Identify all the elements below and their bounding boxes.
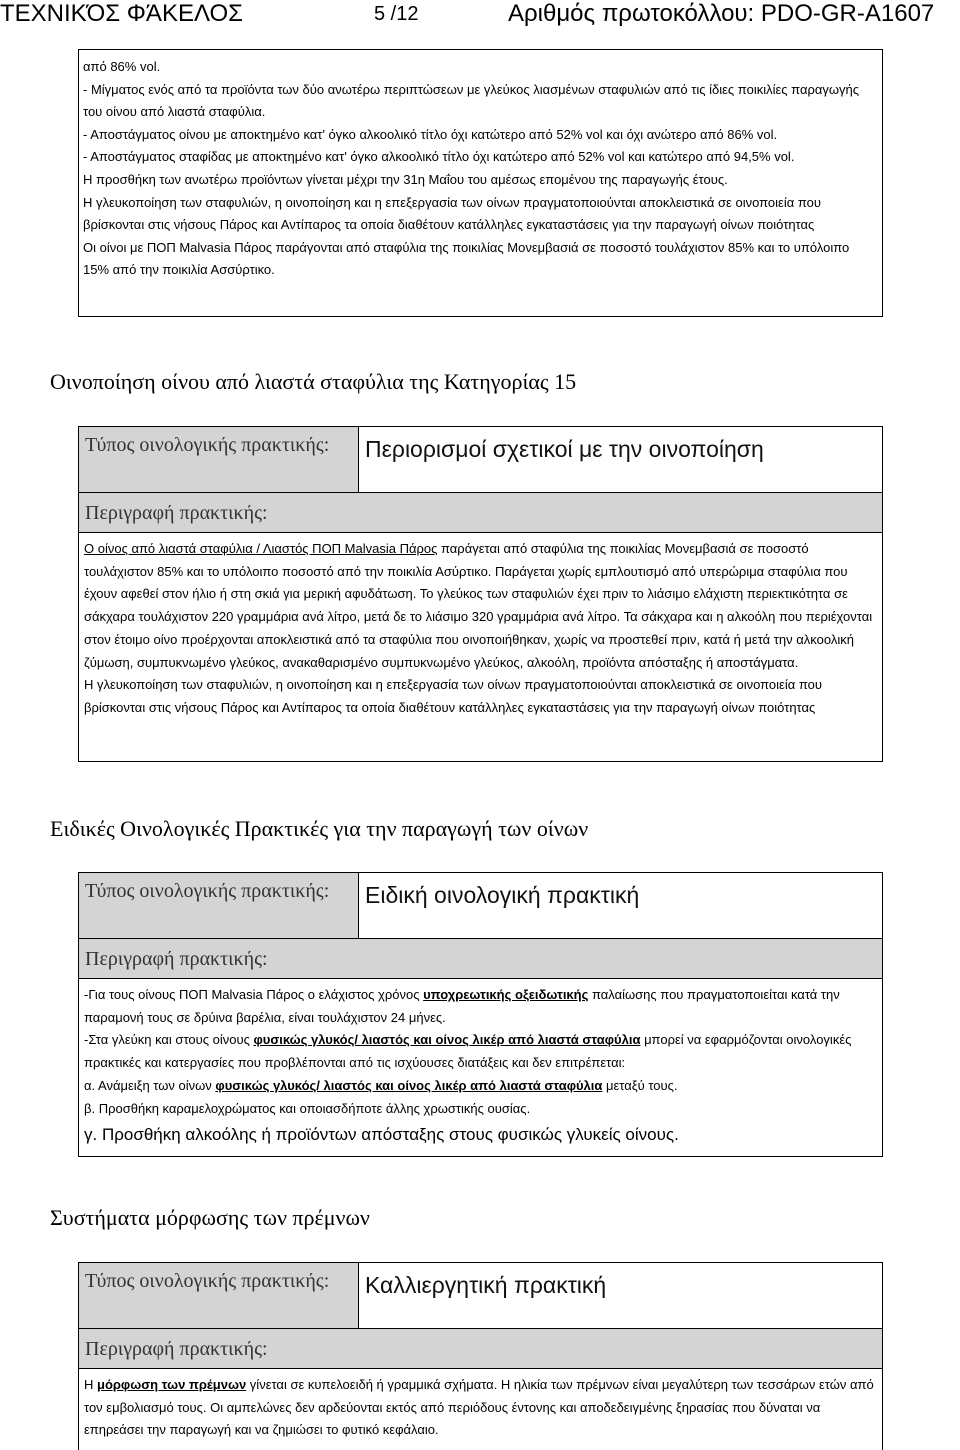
practice-type-row	[79, 1263, 882, 1329]
description-line	[84, 1029, 874, 1074]
text-emphasis: φυσικώς γλυκός/ λιαστός και οίνος λικέρ από λιαστά σταφύλια	[253, 1032, 641, 1048]
practice-table-special	[78, 872, 883, 1157]
intro-continuation-box	[78, 49, 883, 317]
intro-line: Οι οίνοι με ΠΟΠ Malvasia Πάρος παράγονται από σταφύλια της ποικιλίας Μονεμβασιά σε ποσοστό τουλάχιστον 85% και το υπόλοιπο 15% από την ποικιλία Ασσύρτικο.	[83, 239, 850, 278]
wine-name-underlined: Ο οίνος από λιαστά σταφύλια / Λιαστός ΠΟΠ Malvasia Πάρος	[84, 541, 438, 556]
practice-description-body	[79, 979, 882, 1152]
description-text: παράγεται από σταφύλια της ποικιλίας Μονεμβασιά σε ποσοστό τουλάχιστον 85% και το υπόλοιπο ποσοστό από την ποικιλία Ασύρτικο. Παράγεται χωρίς εμπλουτισμό από υπερώριμα σταφύλια που έχουν αφεθεί στον ήλιο ή στη σκιά για μερική αφυδάτωση. Το γλεύκος των σταφυλιών έχει πριν το λιάσιμο ελάχιστη περιεκτικότητα σε σάκχαρα τουλάχιστον 220 γραμμάρια ανά λίτρο, μετά δε το λιάσιμο 320 γραμμάρια ανά λίτρο. Τα σάκχαρα και η αλκοόλη που περιέχονται στον έτοιμο οίνο προέρχονται αποκλειστικά από τα σταφύλια που οινοποιήθηκαν, χωρίς να προστεθεί πριν, κατά ή μετά την αλκοολική ζύμωση, συμπυκνωμένο γλεύκος, ανακαθαρισμένο συμπυκνωμένο γλεύκος, αλκοόλη, προϊόντα απόσταξης ή αποστάγματα.	[84, 541, 873, 670]
text-part: μεταξύ τους.	[602, 1077, 678, 1093]
page-header	[0, 0, 960, 30]
text-part: μπορεί να εφαρμόζονται οινολογικές πρακτικές και κατεργασίες που προβλέπονται από τις ισχύουσες διατάξεις και δεν επιτρέπεται:	[84, 1032, 852, 1071]
document-title: ΤΕΧΝΙΚΌΣ ΦΆΚΕΛΟΣ	[0, 0, 243, 27]
text-part: -Για τους οίνους ΠΟΠ Malvasia Πάρος ο ελάχιστος χρόνος	[84, 987, 424, 1002]
description-line	[84, 1075, 874, 1098]
description-line: γ. Προσθήκη αλκοόλης ή προϊόντων απόσταξης στους φυσικώς γλυκείς οίνους.	[84, 1125, 679, 1145]
description-paragraph: Η γλευκοποίηση των σταφυλιών, η οινοποίηση και η επεξεργασία των οίνων πραγματοποιούνται αποκλειστικά σε οινοποιεία που βρίσκονται στις νήσους Πάρος και Αντίπαρος τα οποία διαθέτουν κατάλληλες εγκαταστάσεις για την παραγωγή οίνων ποιότητας	[84, 677, 822, 715]
description-line: β. Προσθήκη καραμελοχρώματος και οποιασδήποτε άλλης χρωστικής ουσίας.	[84, 1100, 531, 1116]
section-title-winemaking: Οινοποίηση οίνου από λιαστά σταφύλια της Κατηγορίας 15	[50, 369, 577, 394]
description-paragraph	[84, 1374, 874, 1442]
text-part: γίνεται σε κυπελοειδή ή γραμμικά σχήματα. Η ηλικία των πρέμνων είναι μεγαλύτερη των τεσσάρων ετών από τον εμβολιασμό τους. Οι αμπελώνες δεν αρδεύονται εκτός από περιόδους έντονης και αποδεδειγμένης ξηρασίας που δύναται να επηρεάσει την παραγωγή και να ζημιώσει το φυτικό κεφάλαιο.	[84, 1377, 874, 1438]
intro-line: - Αποστάγματος οίνου με αποκτημένο κατ' όγκο αλκοολικό τίτλο όχι κατώτερο από 52% vol και όχι ανώτερο από 86% vol.	[83, 126, 778, 142]
practice-type-value: Καλλιεργητική πρακτική	[365, 1272, 607, 1298]
practice-table-winemaking	[78, 426, 883, 762]
text-emphasis: υποχρεωτικής οξειδωτικής	[423, 987, 589, 1002]
intro-line: - Μίγματος ενός από τα προϊόντα των δύο ανωτέρω περιπτώσεων με γλεύκος λιασμένων σταφυλιών από τις ίδιες ποικιλίες παραγωγής του οίνου από λιαστά σταφύλια.	[83, 81, 860, 120]
practice-description-label: Περιγραφή πρακτικής:	[79, 1329, 882, 1369]
practice-type-label: Τύπος οινολογικής πρακτικής:	[79, 1263, 359, 1328]
practice-type-value: Περιορισμοί σχετικοί με την οινοποίηση	[365, 436, 764, 462]
text-part: -Στα γλεύκη και στους οίνους	[84, 1032, 254, 1048]
description-line	[84, 984, 874, 1029]
page-number: 5 /12	[374, 3, 419, 25]
intro-line: - Αποστάγματος σταφίδας με αποκτημένο κατ' όγκο αλκοολικό τίτλο όχι κατώτερο από 52% vol και κατώτερο από 94,5% vol.	[83, 149, 795, 165]
section-title-special-practices: Ειδικές Οινολογικές Πρακτικές για την παραγωγή των οίνων	[50, 816, 589, 841]
practice-table-training	[78, 1262, 883, 1450]
text-part: Η	[84, 1377, 97, 1392]
intro-line: Η γλευκοποίηση των σταφυλιών, η οινοποίηση και η επεξεργασία των οίνων πραγματοποιούνται αποκλειστικά σε οινοποιεία που βρίσκονται στις νήσους Πάρος και Αντίπαρος τα οποία διαθέτουν κατάλληλες εγκαταστάσεις για την παραγωγή οίνων ποιότητας	[83, 194, 821, 233]
practice-type-value: Ειδική οινολογική πρακτική	[365, 882, 640, 908]
practice-type-row	[79, 873, 882, 939]
practice-description-body	[79, 533, 882, 724]
text-emphasis: φυσικώς γλυκός/ λιαστός και οίνος λικέρ από λιαστά σταφύλια	[215, 1077, 603, 1093]
section-title-vine-training: Συστήματα μόρφωσης των πρέμνων	[50, 1205, 370, 1230]
text-part: παλαίωσης που πραγματοποιείται κατά την παραμονή τους σε δρύινα βαρέλια, είναι τουλάχιστον 24 μήνες.	[84, 987, 840, 1025]
intro-line: Η προσθήκη των ανωτέρω προϊόντων γίνεται μέχρι την 31η Μαΐου του αμέσως επομένου της παραγωγής έτους.	[83, 171, 728, 187]
text-emphasis: μόρφωση των πρέμνων	[97, 1377, 247, 1392]
text-part: α. Ανάμειξη των οίνων	[84, 1077, 216, 1093]
practice-description-body	[79, 1369, 882, 1446]
practice-type-label: Τύπος οινολογικής πρακτικής:	[79, 873, 359, 938]
practice-description-label: Περιγραφή πρακτικής:	[79, 493, 882, 533]
description-paragraph	[84, 538, 874, 674]
practice-type-row	[79, 427, 882, 493]
practice-type-label: Τύπος οινολογικής πρακτικής:	[79, 427, 359, 492]
intro-line: από 86% vol.	[83, 59, 161, 74]
practice-description-label: Περιγραφή πρακτικής:	[79, 939, 882, 979]
protocol-number: Αριθμός πρωτοκόλλου: PDO-GR-A1607	[508, 0, 935, 27]
